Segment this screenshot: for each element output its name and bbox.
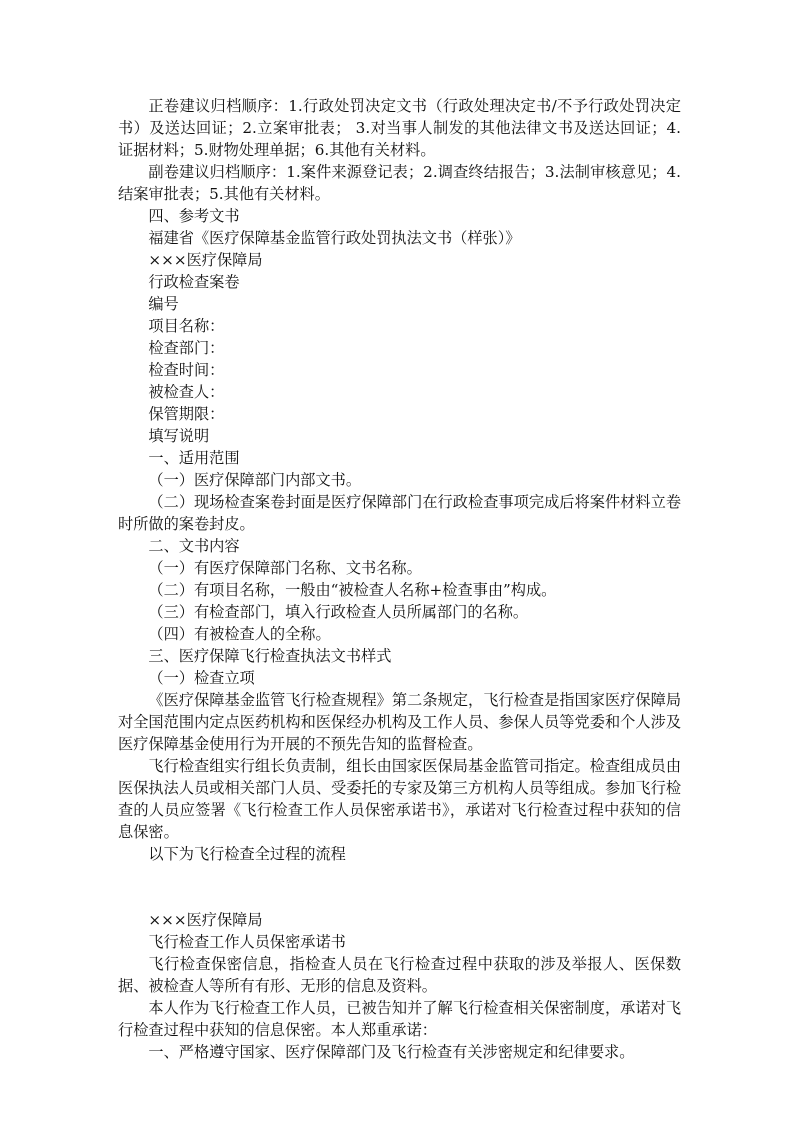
paragraph: （二）有项目名称，一般由“被检查人名称+检查事由”构成。 <box>148 581 557 599</box>
paragraph: （二）现场检查案卷封面是医疗保障部门在行政检查事项完成后将案件材料立卷时所做的案卷封皮。 <box>118 493 681 533</box>
paragraph: ×××医疗保障局 <box>148 251 263 269</box>
paragraph: 本人作为飞行检查工作人员，已被告知并了解飞行检查相关保密制度，承诺对飞行检查过程中获知的信息保密。本人郑重承诺： <box>118 999 681 1039</box>
paragraph: 一、适用范围 <box>148 449 240 467</box>
paragraph: 以下为飞行检查全过程的流程 <box>148 845 346 863</box>
paragraph: 福建省《医疗保障基金监管行政处罚执法文书（样张）》 <box>148 229 521 247</box>
paragraph: 飞行检查保密信息，指检查人员在飞行检查过程中获取的涉及举报人、医保数据、被检查人等所有有形、无形的信息及资料。 <box>118 955 681 995</box>
paragraph: 飞行检查工作人员保密承诺书 <box>148 933 346 951</box>
paragraph: 检查时间： <box>148 361 225 379</box>
paragraph: （一）有医疗保障部门名称、文书名称。 <box>148 559 422 577</box>
paragraph: 二、文书内容 <box>148 537 240 555</box>
paragraph: 被检查人： <box>148 383 225 401</box>
paragraph: （一）医疗保障部门内部文书。 <box>148 471 362 489</box>
paragraph: 保管期限： <box>148 405 225 423</box>
paragraph: 行政检查案卷 <box>148 273 240 291</box>
paragraph: 正卷建议归档顺序：1.行政处罚决定文书（行政处理决定书/不予行政处罚决定书）及送达回证；2.立案审批表； 3.对当事人制发的其他法律文书及送达回证；4.证据材料；5.财物处理单据；6.其他有关材料。 <box>118 97 681 159</box>
paragraph: 项目名称： <box>148 317 225 335</box>
paragraph: 填写说明 <box>148 427 210 445</box>
document-body-top <box>118 95 681 865</box>
paragraph: 编号 <box>148 295 179 313</box>
document-body-bottom <box>118 909 681 1063</box>
paragraph: 飞行检查组实行组长负责制，组长由国家医保局基金监管司指定。检查组成员由医保执法人员或相关部门人员、受委托的专家及第三方机构人员等组成。参加飞行检查的人员应签署《飞行检查工作人员保密承诺书》，承诺对飞行检查过程中获知的信息保密。 <box>118 757 681 841</box>
paragraph: （三）有检查部门，填入行政检查人员所属部门的名称。 <box>148 603 529 621</box>
blank-gap <box>118 865 681 909</box>
paragraph: 副卷建议归档顺序：1.案件来源登记表；2.调查终结报告；3.法制审核意见；4.结案审批表；5.其他有关材料。 <box>118 163 681 203</box>
paragraph: 四、参考文书 <box>148 207 240 225</box>
paragraph: （四）有被检查人的全称。 <box>148 625 331 643</box>
paragraph: ×××医疗保障局 <box>148 911 263 929</box>
paragraph: （一）检查立项 <box>148 669 255 687</box>
paragraph: 《医疗保障基金监管飞行检查规程》第二条规定，飞行检查是指国家医疗保障局对全国范围内定点医药机构和医保经办机构及工作人员、参保人员等党委和个人涉及医疗保障基金使用行为开展的不预先告知的监督检查。 <box>118 691 681 753</box>
paragraph: 一、严格遵守国家、医疗保障部门及飞行检查有关涉密规定和纪律要求。 <box>148 1043 635 1061</box>
paragraph: 检查部门： <box>148 339 225 357</box>
paragraph: 三、医疗保障飞行检查执法文书样式 <box>148 647 392 665</box>
